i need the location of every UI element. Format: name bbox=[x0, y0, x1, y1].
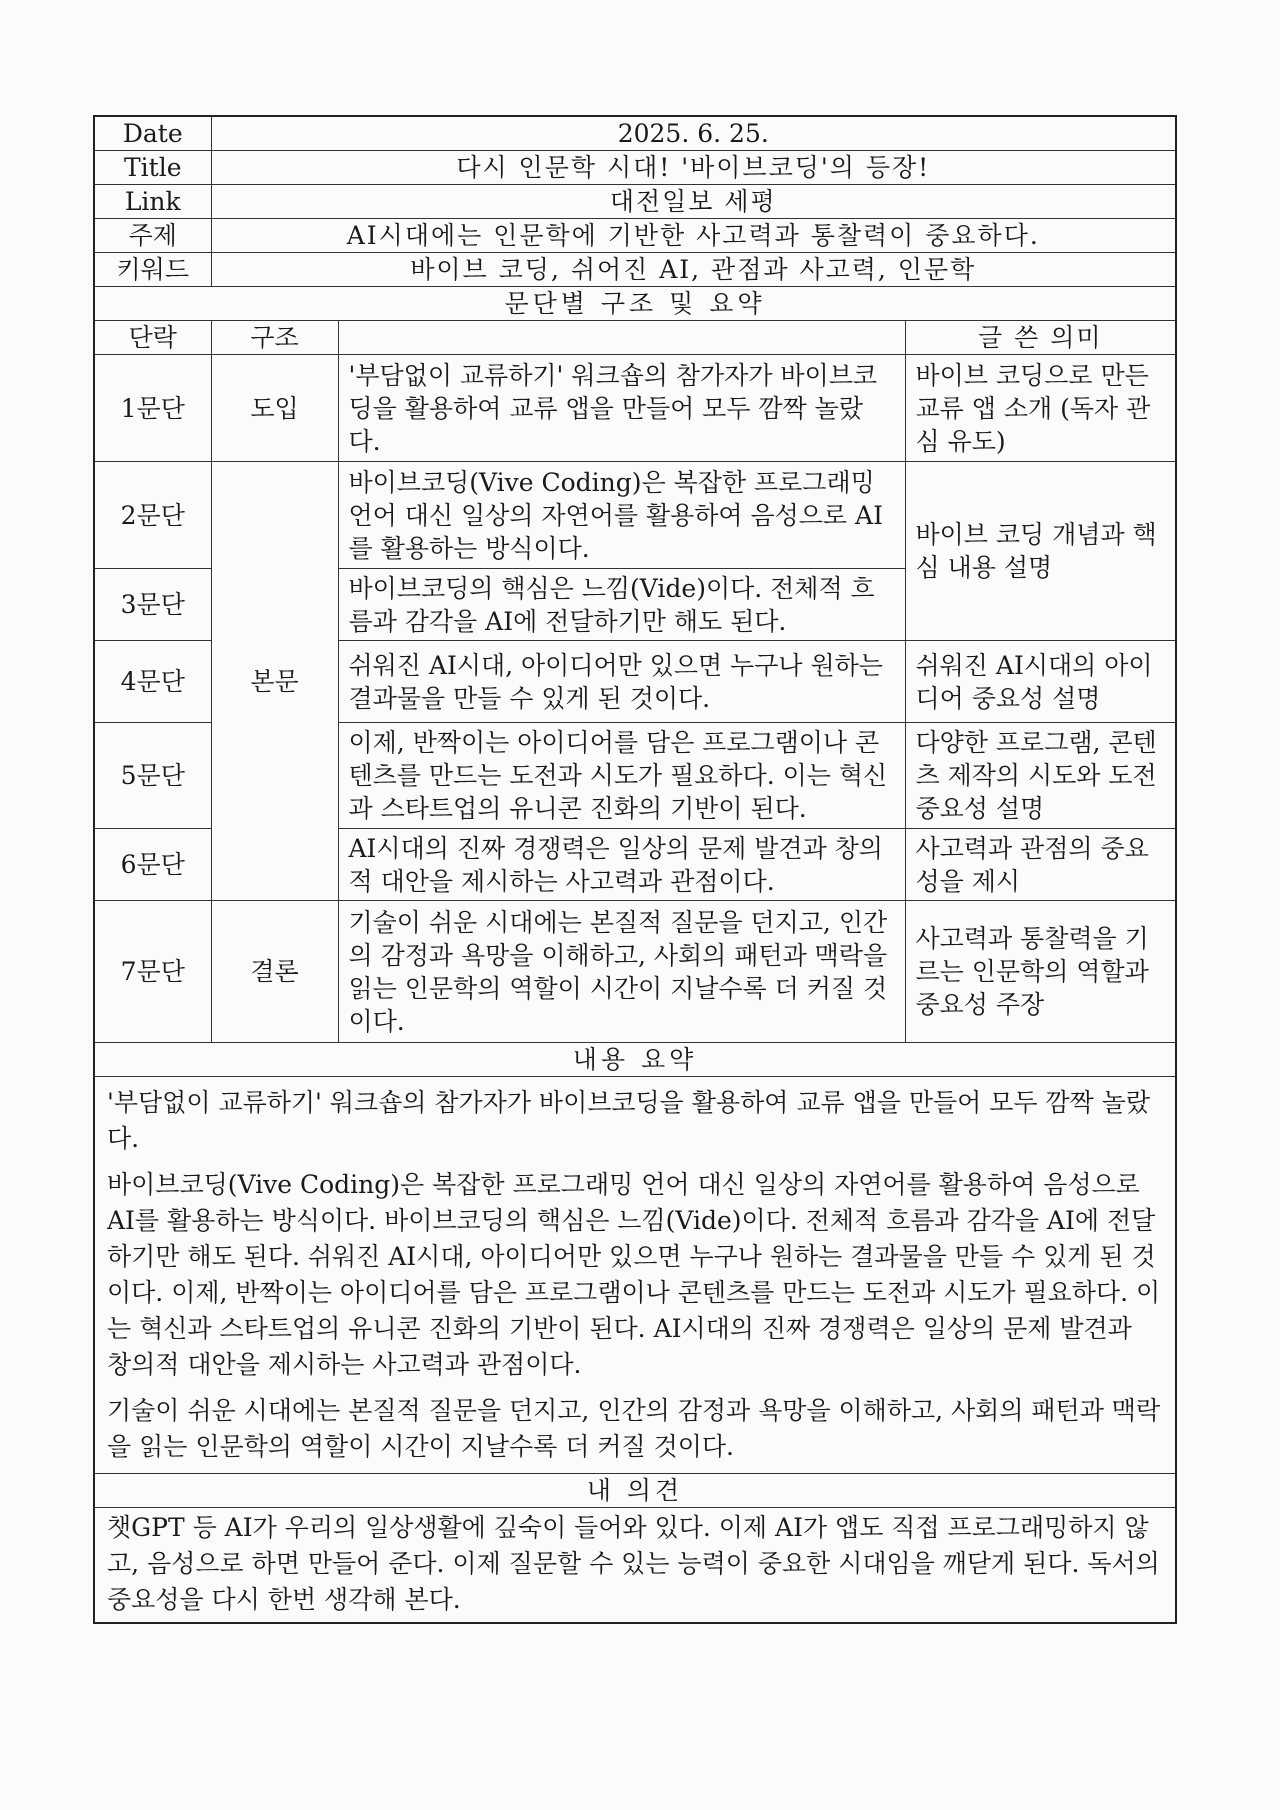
topic-value: AI시대에는 인문학에 기반한 사고력과 통찰력이 중요하다. bbox=[211, 219, 1176, 253]
structure-label: 도입 bbox=[211, 355, 338, 462]
paragraph-meaning: 바이브 코딩으로 만든 교류 앱 소개 (독자 관심 유도) bbox=[905, 355, 1176, 462]
keyword-label: 키워드 bbox=[94, 253, 211, 287]
paragraph-label: 3문단 bbox=[94, 569, 211, 641]
paragraph-summary: 쉬워진 AI시대, 아이디어만 있으면 누구나 원하는 결과물을 만들 수 있게 된 것이다. bbox=[338, 641, 905, 723]
structure-section-header bbox=[94, 287, 1176, 321]
opinion-row bbox=[94, 1508, 1176, 1624]
summary-paragraph-3: 기술이 쉬운 시대에는 본질적 질문을 던지고, 인간의 감정과 욕망을 이해하고, 사회의 패턴과 맥락을 읽는 인문학의 역할이 시간이 지날수록 더 커질 것이다. bbox=[107, 1396, 1161, 1461]
paragraph-summary: 바이브코딩의 핵심은 느낌(Vide)이다. 전체적 흐름과 감각을 AI에 전달하기만 해도 된다. bbox=[338, 569, 905, 641]
paragraph-summary: '부담없이 교류하기' 워크숍의 참가자가 바이브코딩을 활용하여 교류 앱을 만들어 모두 깜짝 놀랐다. bbox=[338, 355, 905, 462]
title-label: Title bbox=[94, 151, 211, 185]
paragraph-label: 4문단 bbox=[94, 641, 211, 723]
keyword-value: 바이브 코딩, 쉬어진 AI, 관점과 사고력, 인문학 bbox=[211, 253, 1176, 287]
paragraph-meaning: 쉬워진 AI시대의 아이디어 중요성 설명 bbox=[905, 641, 1176, 723]
paragraph-meaning: 사고력과 통찰력을 기르는 인문학의 역할과 중요성 주장 bbox=[905, 901, 1176, 1043]
link-row bbox=[94, 185, 1176, 219]
title-row bbox=[94, 151, 1176, 185]
paragraph-label: 6문단 bbox=[94, 829, 211, 901]
structure-label: 결론 bbox=[211, 901, 338, 1043]
reading-report-table bbox=[93, 115, 1177, 1624]
col-structure: 구조 bbox=[211, 321, 338, 355]
date-label: Date bbox=[94, 116, 211, 151]
opinion-text: 챗GPT 등 AI가 우리의 일상생활에 깊숙이 들어와 있다. 이제 AI가 앱도 직접 프로그래밍하지 않고, 음성으로 하면 만들어 준다. 이제 질문할 수 있는 능력이 중요한 시대임을 깨닫게 된다. 독서의 중요성을 다시 한번 생각해 본다. bbox=[94, 1508, 1176, 1624]
structure-column-headers bbox=[94, 321, 1176, 355]
table-row bbox=[94, 462, 1176, 569]
paragraph-label: 5문단 bbox=[94, 723, 211, 829]
link-value: 대전일보 세평 bbox=[211, 185, 1176, 219]
paragraph-meaning: 다양한 프로그램, 콘텐츠 제작의 시도와 도전 중요성 설명 bbox=[905, 723, 1176, 829]
structure-label: 본문 bbox=[211, 462, 338, 901]
paragraph-label: 7문단 bbox=[94, 901, 211, 1043]
table-row bbox=[94, 355, 1176, 462]
col-summary bbox=[338, 321, 905, 355]
paragraph-label: 2문단 bbox=[94, 462, 211, 569]
summary-row bbox=[94, 1077, 1176, 1474]
summary-title: 내용 요약 bbox=[94, 1043, 1176, 1077]
paragraph-summary: 이제, 반짝이는 아이디어를 담은 프로그램이나 콘텐츠를 만드는 도전과 시도가 필요하다. 이는 혁신과 스타트업의 유니콘 진화의 기반이 된다. bbox=[338, 723, 905, 829]
paragraph-meaning: 사고력과 관점의 중요성을 제시 bbox=[905, 829, 1176, 901]
summary-paragraph-2: 바이브코딩(Vive Coding)은 복잡한 프로그래밍 언어 대신 일상의 자연어를 활용하여 음성으로 AI를 활용하는 방식이다. 바이브코딩의 핵심은 느낌(Vide)이다. 전체적 흐름과 감각을 AI에 전달하기만 해도 된다. 쉬워진 AI시대, 아이디어만 있으면 누구나 원하는 결과물을 만들 수 있게 된 것이다. 이제, 반짝이는 아이디어를 담은 프로그램이나 콘텐츠를 만드는 도전과 시도가 필요하다. 이는 혁신과 스타트업의 유니콘 진화의 기반이 된다. AI시대의 진짜 경쟁력은 일상의 문제 발견과 창의적 대안을 제시하는 사고력과 관점이다. bbox=[107, 1170, 1161, 1379]
topic-label: 주제 bbox=[94, 219, 211, 253]
summary-paragraph-1: '부담없이 교류하기' 워크숍의 참가자가 바이브코딩을 활용하여 교류 앱을 만들어 모두 깜짝 놀랐다. bbox=[107, 1088, 1151, 1153]
paragraph-summary: AI시대의 진짜 경쟁력은 일상의 문제 발견과 창의적 대안을 제시하는 사고력과 관점이다. bbox=[338, 829, 905, 901]
link-label: Link bbox=[94, 185, 211, 219]
paragraph-summary: 기술이 쉬운 시대에는 본질적 질문을 던지고, 인간의 감정과 욕망을 이해하고, 사회의 패턴과 맥락을 읽는 인문학의 역할이 시간이 지날수록 더 커질 것이다. bbox=[338, 901, 905, 1043]
opinion-title: 내 의견 bbox=[94, 1474, 1176, 1508]
paragraph-summary: 바이브코딩(Vive Coding)은 복잡한 프로그래밍 언어 대신 일상의 자연어를 활용하여 음성으로 AI를 활용하는 방식이다. bbox=[338, 462, 905, 569]
summary-body bbox=[94, 1077, 1176, 1474]
date-value: 2025. 6. 25. bbox=[211, 116, 1176, 151]
structure-section-title: 문단별 구조 및 요약 bbox=[94, 287, 1176, 321]
title-value: 다시 인문학 시대! '바이브코딩'의 등장! bbox=[211, 151, 1176, 185]
summary-section-header bbox=[94, 1043, 1176, 1077]
paragraph-meaning: 바이브 코딩 개념과 핵심 내용 설명 bbox=[905, 462, 1176, 641]
col-meaning: 글 쓴 의미 bbox=[905, 321, 1176, 355]
opinion-section-header bbox=[94, 1474, 1176, 1508]
paragraph-label: 1문단 bbox=[94, 355, 211, 462]
date-row bbox=[94, 116, 1176, 151]
table-row bbox=[94, 901, 1176, 1043]
topic-row bbox=[94, 219, 1176, 253]
col-paragraph: 단락 bbox=[94, 321, 211, 355]
keyword-row bbox=[94, 253, 1176, 287]
